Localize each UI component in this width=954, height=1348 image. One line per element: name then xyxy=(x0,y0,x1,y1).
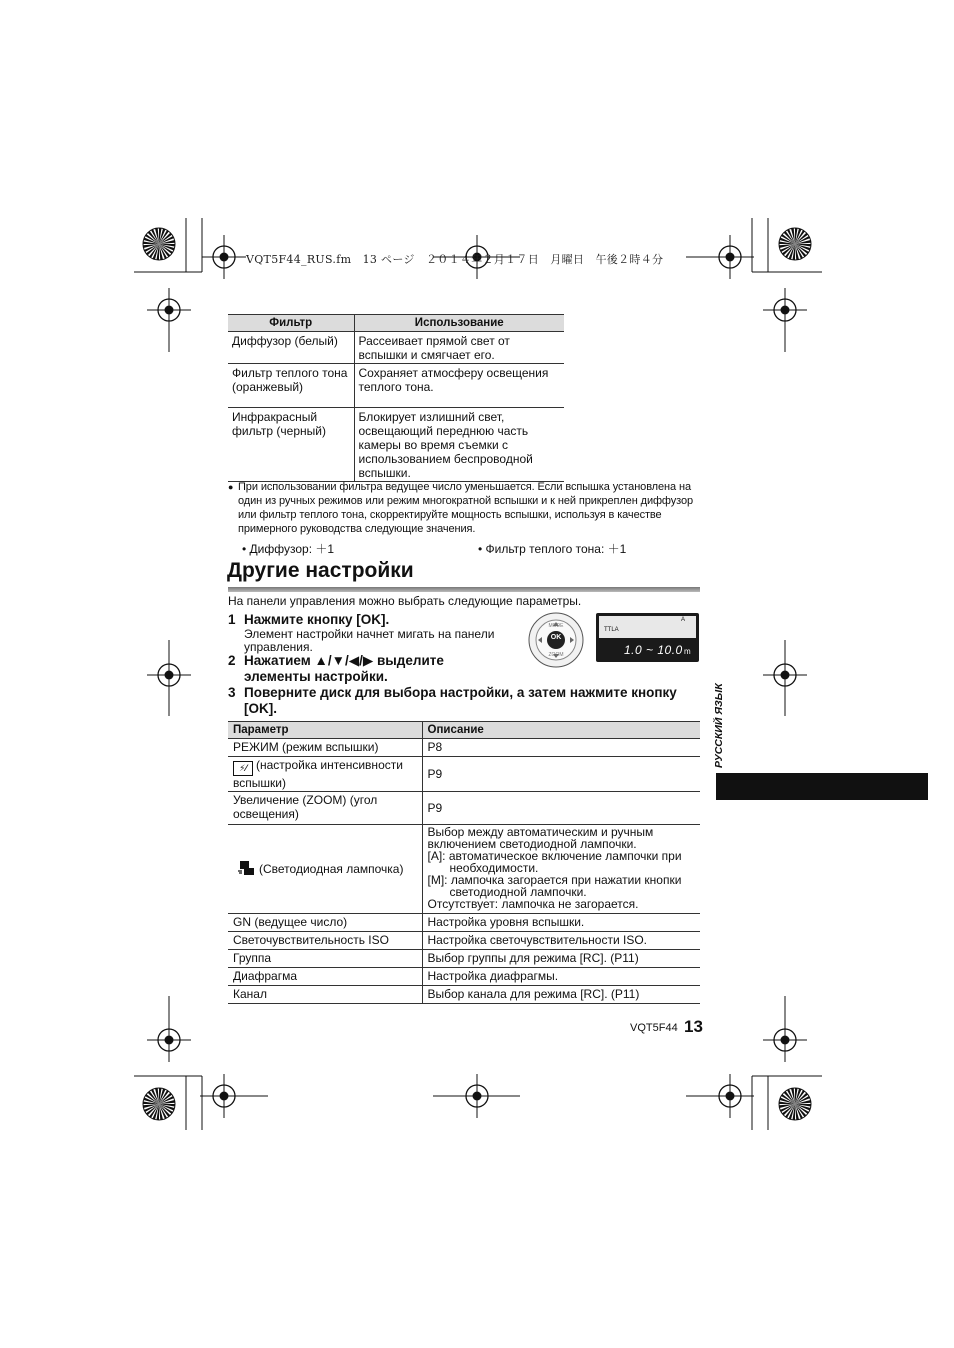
language-tab-marker xyxy=(716,773,928,800)
param-name: Увеличение (ZOOM) (угол освещения) xyxy=(228,792,422,825)
step-1-title: Нажмите кнопку [OK]. xyxy=(244,612,390,627)
note-value-warm: • Фильтр теплого тона: ＋1 xyxy=(478,542,627,556)
table-row xyxy=(228,950,700,968)
step-1-desc: Элемент настройки начнет мигать на панели управления. xyxy=(244,627,495,654)
param-name: Группа xyxy=(228,950,422,968)
column-header: Описание xyxy=(422,722,700,739)
param-desc: Настройка светочувствительности ISO. xyxy=(422,932,700,950)
section-intro: На панели управления можно выбрать следующие параметры. xyxy=(228,594,582,608)
control-dial-illustration xyxy=(528,612,584,668)
table-row xyxy=(228,364,564,408)
param-name: GN (ведущее число) xyxy=(228,914,422,932)
param-desc-line: Выбор между автоматическим и ручным включением светодиодной лампочки. xyxy=(427,825,654,851)
table-row xyxy=(228,757,700,792)
param-name: Диафрагма xyxy=(228,968,422,986)
column-header: Использование xyxy=(354,315,564,332)
lcd-range-readout: 1.0 ~ 10.0 xyxy=(624,643,683,657)
param-desc-cell xyxy=(422,825,700,914)
table-row xyxy=(228,792,700,825)
param-desc: P9 xyxy=(422,792,700,825)
step-2-number: 2 xyxy=(228,653,236,668)
table-row xyxy=(228,408,564,482)
param-name-cell xyxy=(228,757,422,792)
filter-name: Инфракрасный фильтр (черный) xyxy=(228,408,354,482)
section-title: Другие настройки xyxy=(227,559,414,582)
column-header: Параметр xyxy=(228,722,422,739)
param-name: (Светодиодная лампочка) xyxy=(259,861,404,876)
step-2-title: Нажатием ▲/▼/◀/▶ выделите элементы настройки. xyxy=(244,653,444,684)
param-desc: P8 xyxy=(422,739,700,757)
page-number: 13 xyxy=(684,1017,703,1036)
filter-usage: Блокирует излишний свет, освещающий переднюю часть камеры во время съемки с использованием беспроводной вспышки. xyxy=(354,408,564,482)
lcd-corner-label: A xyxy=(681,617,686,623)
led-lamp-icon xyxy=(237,860,255,879)
filter-table xyxy=(228,314,564,482)
param-desc: Выбор канала для режима [RC]. (P11) xyxy=(422,986,700,1004)
lcd-panel-illustration xyxy=(596,613,699,662)
param-name-cell xyxy=(228,825,422,914)
table-row xyxy=(228,968,700,986)
note-bullet: ● xyxy=(228,482,234,492)
note-value-diffuser: • Диффузор: ＋1 xyxy=(242,542,335,556)
param-name: Канал xyxy=(228,986,422,1004)
table-row xyxy=(228,332,564,364)
filter-usage: Рассеивает прямой свет от вспышки и смягчает его. xyxy=(354,332,564,364)
table-header-row xyxy=(228,722,700,739)
lcd-unit-label: m xyxy=(684,647,691,656)
note-text: При использовании фильтра ведущее число уменьшается. Если вспышка установлена на один из ручных режимов или режим многократной вспышки и к ней прикреплен диффузор или фильтр теплого тона, скорректируйте мощность вспышки, используя в качестве примерного руководства следующие значения. xyxy=(238,481,694,535)
step-3-number: 3 xyxy=(228,685,236,700)
table-row xyxy=(228,739,700,757)
column-header: Фильтр xyxy=(228,315,354,332)
lcd-mode-label: TTLA xyxy=(604,627,619,633)
step-3-title: Поверните диск для выбора настройки, а затем нажмите кнопку [OK]. xyxy=(244,685,677,716)
param-desc: Выбор группы для режима [RC]. (P11) xyxy=(422,950,700,968)
param-desc: P9 xyxy=(422,757,700,792)
table-header-row xyxy=(228,315,564,332)
title-rule xyxy=(228,587,700,592)
param-desc-line: [A]: автоматическое включение лампочки при необходимости. xyxy=(427,849,682,875)
param-desc: Настройка диафрагмы. xyxy=(422,968,700,986)
table-row xyxy=(228,986,700,1004)
param-desc-line: [M]: лампочка загорается при нажатии кнопки светодиодной лампочки. xyxy=(427,873,682,899)
file-info-header: VQT5F44_RUS.fm 13 ページ ２０１４年２月１７日 月曜日 午後２時４分 xyxy=(246,253,664,266)
param-desc: Настройка уровня вспышки. xyxy=(422,914,700,932)
side-language-label: РУССКИЙ ЯЗЫК xyxy=(713,683,725,768)
step-1-number: 1 xyxy=(228,612,236,627)
table-row xyxy=(228,932,700,950)
dial-ok-label: OK xyxy=(550,634,562,641)
params-table xyxy=(228,721,700,1004)
filter-name: Диффузор (белый) xyxy=(228,332,354,364)
dial-mode-label: MODE xyxy=(548,623,564,629)
filter-usage: Сохраняет атмосферу освещения теплого тона. xyxy=(354,364,564,408)
footer-model-code: VQT5F44 xyxy=(630,1022,678,1034)
flash-intensity-icon: ⚡⁄ xyxy=(233,761,253,776)
param-name: РЕЖИМ (режим вспышки) xyxy=(228,739,422,757)
table-row xyxy=(228,914,700,932)
param-name: (настройка интенсивности вспышки) xyxy=(233,758,403,790)
param-name: Светочувствительность ISO xyxy=(228,932,422,950)
filter-name: Фильтр теплого тона (оранжевый) xyxy=(228,364,354,408)
table-row xyxy=(228,825,700,914)
param-desc-line: Отсутствует: лампочка не загорается. xyxy=(427,897,639,911)
dial-zoom-label: ZOOM xyxy=(548,652,564,658)
